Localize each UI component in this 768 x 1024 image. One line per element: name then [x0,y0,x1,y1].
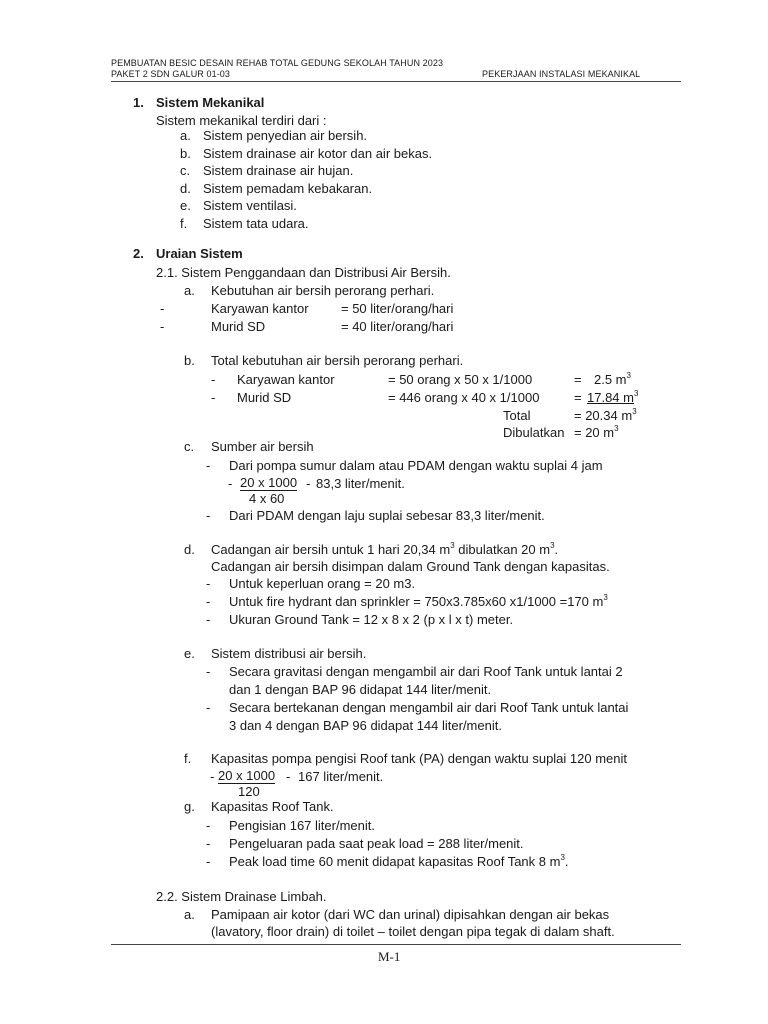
list-letter: b. [184,353,195,368]
dash: - [206,664,211,679]
list-item: Peak load time 60 menit didapat kapasitas Roof Tank 8 $m^3$. [229,853,569,869]
section-2-title: Uraian Sistem [156,246,243,261]
total-value: = 20.34 $m^3$ [574,407,637,423]
frac-dash: - [228,476,233,491]
dash: - [206,818,211,833]
list-letter: a. [180,128,191,143]
list-letter: c. [184,439,195,454]
list-item: Secara bertekanan dengan mengambil air dari Roof Tank untuk lantai [229,700,629,715]
list-letter: b. [180,146,191,161]
list-item-continued: (lavatory, floor drain) di toilet – toilet dengan pipa tegak di dalam shaft. [211,924,615,939]
section-1-intro: Sistem mekanikal terdiri dari : [156,113,327,128]
item-d-text-1: Cadangan air bersih untuk 1 hari 20,34 $m^3$ dibulatkan 20 $m^3$. [211,541,559,557]
list-item: Sistem drainase air hujan. [203,163,354,178]
list-item: Sistem tata udara. [203,216,309,231]
list-item: Pamipaan air kotor (dari WC dan urinal) dipisahkan dengan air bekas [211,907,610,922]
row-value: = 50 liter/orang/hari [341,301,454,316]
dash: - [206,854,211,869]
row-value: = 40 liter/orang/hari [341,319,454,334]
fraction-numerator: 20 x 1000 [240,475,298,490]
row-label: Karyawan kantor [211,301,309,316]
row-eq: = [574,372,582,387]
subsection-2-2-title: 2.2. Sistem Drainase Limbah. [156,889,327,904]
list-letter: g. [184,799,195,814]
row-label: Murid SD [211,319,266,334]
frac-dash: - [306,476,311,491]
row-result: 2.5 $m^3$ [594,371,631,387]
header-project-title: PEMBUATAN BESIC DESAIN REHAB TOTAL GEDUNG SEKOLAH TAHUN 2023 [111,58,444,68]
total-label: Total [503,408,531,423]
header-rule [111,81,681,82]
subsection-2-1-title: 2.1. Sistem Penggandaan dan Distribusi Air Bersih. [156,265,451,280]
dash: - [206,508,211,523]
list-letter: d. [180,181,191,196]
dash: - [160,301,165,316]
section-1-title: Sistem Mekanikal [156,95,265,110]
row-result-underlined: 17.84 $m^3$ [587,389,639,405]
list-letter: e. [180,198,191,213]
dash: - [206,700,211,715]
frac-dash: - [210,769,215,784]
item-d-text-2: Cadangan air bersih disimpan dalam Ground Tank dengan kapasitas. [211,559,610,574]
row-calc: = 50 orang x 50 x 1/1000 [388,372,533,387]
rounded-value: = 20 $m^3$ [574,424,619,440]
list-item: Untuk fire hydrant dan sprinkler = 750x3.785x60 x1/1000 =170 $m^3$ [229,593,608,609]
row-eq: = [574,390,582,405]
list-item: Pengisian 167 liter/menit. [229,818,375,833]
list-item: Secara gravitasi dengan mengambil air dari Roof Tank untuk lantai 2 [229,664,623,679]
list-item: Pengeluaran pada saat peak load = 288 liter/menit. [229,836,524,851]
fraction-denominator: 4 x 60 [249,491,285,506]
dash: - [206,594,211,609]
item-c-source-1: Dari pompa sumur dalam atau PDAM dengan waktu suplai 4 jam [229,458,603,473]
rounded-label: Dibulatkan [503,425,565,440]
fraction-numerator: 20 x 1000 [218,768,276,783]
dash: - [160,319,165,334]
item-g-text: Kapasitas Roof Tank. [211,799,334,814]
fraction-denominator: 120 [238,784,260,799]
list-letter: c. [180,163,191,178]
dash: - [206,612,211,627]
section-1-number: 1. [133,95,144,110]
list-item: Sistem drainase air kotor dan air bekas. [203,146,433,161]
list-letter: f. [184,751,192,766]
dash: - [206,458,211,473]
dash: - [206,576,211,591]
fraction-result: 167 liter/menit. [298,769,384,784]
item-b-text: Total kebutuhan air bersih perorang perhari. [211,353,464,368]
header-package: PAKET 2 SDN GALUR 01-03 [111,69,231,79]
dash: - [206,836,211,851]
list-item: Sistem pemadam kebakaran. [203,181,373,196]
item-c-source-2: Dari PDAM dengan laju suplai sebesar 83,3 liter/menit. [229,508,545,523]
footer-rule [111,944,681,945]
section-2-number: 2. [133,246,144,261]
list-letter: a. [184,907,195,922]
list-item: Untuk keperluan orang = 20 m3. [229,576,416,591]
dash: - [211,390,216,405]
item-f-text: Kapasitas pompa pengisi Roof tank (PA) dengan waktu suplai 120 menit [211,751,628,766]
list-letter: a. [184,283,195,298]
list-letter: f. [180,216,188,231]
page-number: M-1 [378,949,401,964]
item-e-text: Sistem distribusi air bersih. [211,646,367,661]
header-work-type: PEKERJAAN INSTALASI MEKANIKAL [482,69,641,79]
row-calc: = 446 orang x 40 x 1/1000 [388,390,540,405]
dash: - [211,372,216,387]
list-item: Sistem penyedian air bersih. [203,128,368,143]
item-c-text: Sumber air bersih [211,439,314,454]
list-letter: d. [184,542,195,557]
list-item-continued: dan 1 dengan BAP 96 didapat 144 liter/menit. [229,682,492,697]
row-label: Murid SD [237,390,292,405]
frac-dash: - [286,769,291,784]
list-letter: e. [184,646,195,661]
list-item-continued: 3 dan 4 dengan BAP 96 didapat 144 liter/menit. [229,718,502,733]
list-item: Sistem ventilasi. [203,198,297,213]
fraction-result: 83,3 liter/menit. [316,476,405,491]
row-label: Karyawan kantor [237,372,335,387]
list-item: Ukuran Ground Tank = 12 x 8 x 2 (p x l x t) meter. [229,612,514,627]
item-a-text: Kebutuhan air bersih perorang perhari. [211,283,435,298]
